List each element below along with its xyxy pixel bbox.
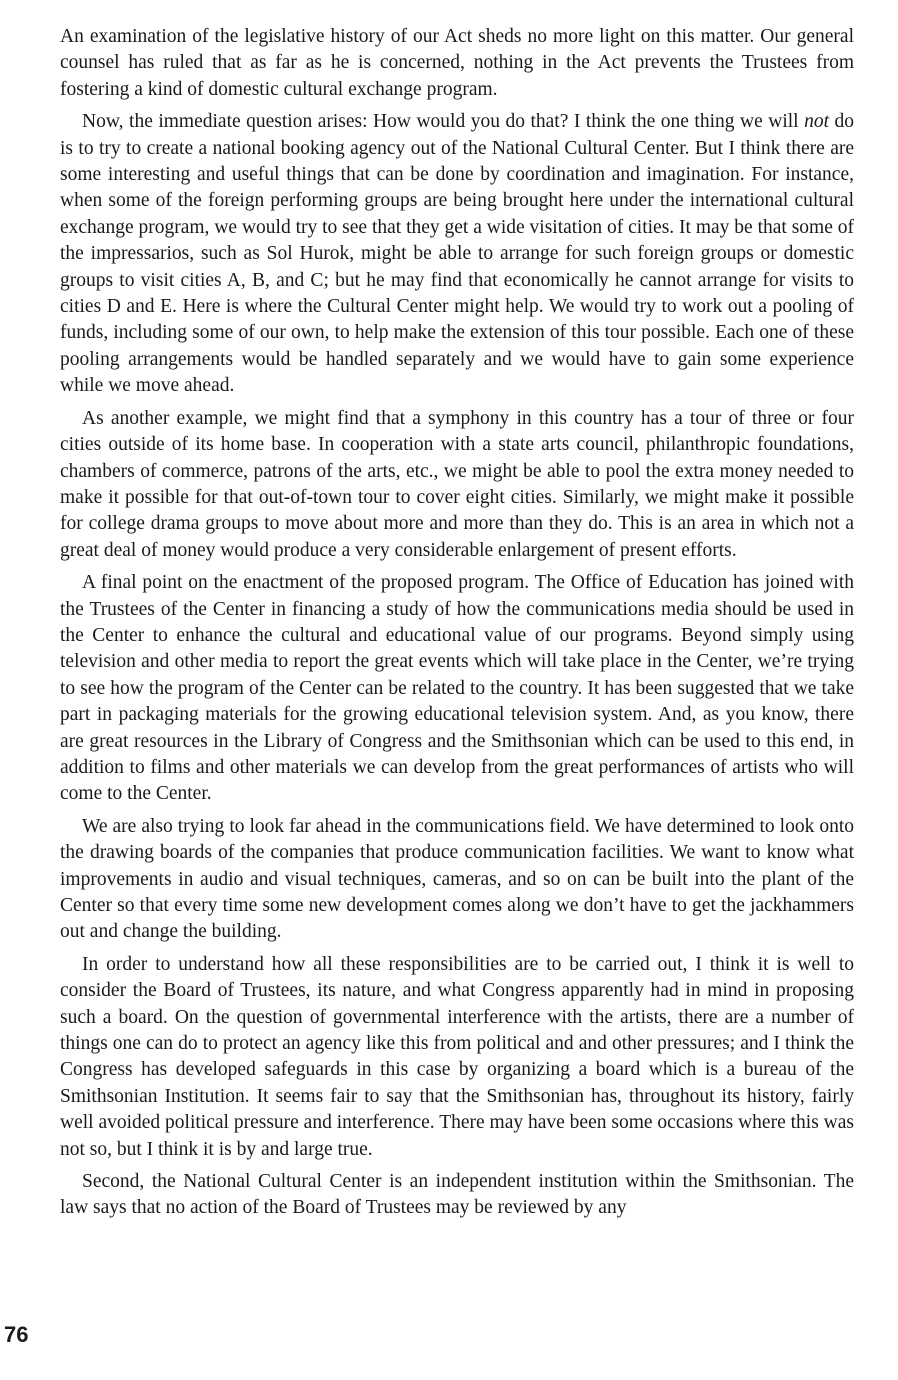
paragraph-symphony-example: As another example, we might find that a symphony in this country has a tour of three or four cities outside of its home base. In cooperation with a state arts council, philanthropic foundations, chambers of commerce, patrons of the arts, etc., we might be able to pool the extra money needed to make it possible for that out-of-town tour to cover eight cities. Similarly, we might make it possible for college drama groups to move about more and more than they do. This is an area in which not a great deal of money would produce a very considerable enlargement of present efforts. — [60, 407, 854, 561]
paragraph-text-before: Now, the immediate question arises: How would you do that? I think the one thing we will — [82, 111, 805, 133]
paragraph-legislative-history: An examination of the legislative history of our Act sheds no more light on this matter. Our general counsel has ruled that as far as he is concerned, nothing in the Act prevents the Trustees from fostering a kind of domestic cultural exchange program. — [60, 26, 854, 100]
paragraph-board-of-trustees: In order to understand how all these responsibilities are to be carried out, I think it is well to consider the Board of Trustees, its nature, and what Congress apparently had in mind in proposing such a board. On the question of governmental interference with the artists, there are a number of things one can do to protect an agency like this from political and and other pressures; and I think the Congress has developed safeguards in this case by organizing a board which is a bureau of the Smithsonian Institution. It seems fair to say that the Smithsonian has, throughout its history, fairly well avoided political pressure and interference. There may have been some occasions where this was not so, but I think it is by and large true. — [60, 953, 854, 1160]
page-number: 76 — [4, 1322, 29, 1347]
page-body — [60, 24, 854, 1228]
paragraph-immediate-question — [60, 109, 854, 399]
paragraph-final-point: A final point on the enactment of the proposed program. The Office of Education has joined with the Trustees of the Center in financing a study of how the communications media should be used in the Center to enhance the cultural and educational value of our programs. Beyond simply using television and other media to report the great events which will take place in the Center, we’re trying to see how the program of the Center can be related to the country. It has been suggested that we take part in packaging materials for the growing educational television system. And, as you know, there are great resources in the Library of Congress and the Smithsonian which can be used to this end, in addition to films and other materials we can develop from the great performances of artists who will come to the Center. — [60, 572, 854, 805]
paragraph-text-after: do is to try to create a national booking agency out of the National Cultural Center. But I think there are some interesting and useful things that can be done by coordination and imagination. For instance, when some of the foreign performing groups are being brought here under the international cultural exchange program, we would try to see that they get a wide visitation of cities. It may be that some of the impressarios, such as Sol Hurok, might be able to arrange for such foreign groups or domestic groups to visit cities A, B, and C; but he may find that economically he cannot arrange for visits to cities D and E. Here is where the Cultural Center might help. We would try to work out a pooling of funds, including some of our own, to help make the extension of this tour possible. Each one of these pooling arrangements would be handled separately and we would have to gain some experience while we move ahead. — [60, 111, 854, 397]
paragraph-communications-field: We are also trying to look far ahead in the communications field. We have determined to look onto the drawing boards of the companies that produce communication facilities. We want to know what improvements in audio and visual techniques, cameras, and so on can be built into the plant of the Center so that every time some new development comes along we don’t have to get the jackhammers out and change the building. — [60, 815, 854, 943]
paragraph-independent-institution: Second, the National Cultural Center is an independent institution within the Smithsonian. The law says that no action of the Board of Trustees may be reviewed by any — [60, 1171, 854, 1219]
emphasis-text: not — [804, 111, 829, 133]
